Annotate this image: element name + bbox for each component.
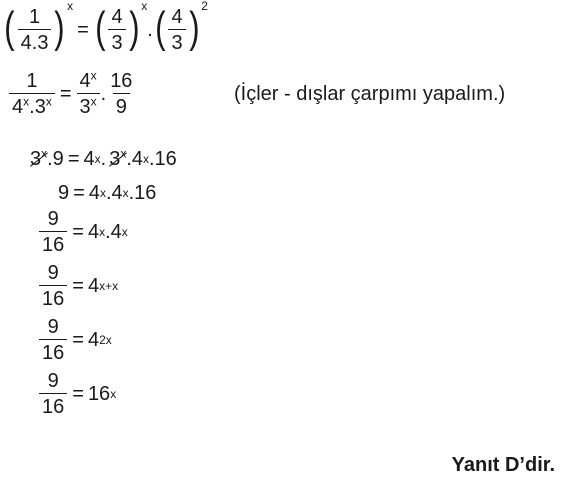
equals-sign: =: [72, 383, 84, 405]
equation-line-7: $\frac{9}{16}$ = 4 2x: [38, 316, 112, 364]
equals-sign: =: [72, 329, 84, 351]
equals-sign: =: [67, 148, 80, 170]
note-text: (İçler - dışlar çarpımı yapalım.): [234, 83, 506, 105]
fraction: $\frac{9}{16}$: [39, 209, 67, 255]
equation-line-5: $\frac{9}{16}$ = 4 x .4 x: [38, 208, 128, 256]
exponent: 2: [201, 0, 208, 13]
equals-sign: =: [72, 275, 84, 297]
paren-group-r1: ( $\frac{4}{3}$ ): [95, 3, 140, 54]
equation-line-3: 3$^x$ .9 = 4 x . 3$^x$ .4 x .16: [30, 146, 177, 170]
fraction: $\frac{4^x}{3^x}$: [77, 71, 100, 117]
exponent: x: [67, 0, 74, 13]
equals-sign: =: [73, 182, 85, 204]
fraction: $\frac{1}{4^x.3^x}$: [9, 71, 55, 117]
equation-line-8: $\frac{9}{16}$ = 16 x: [38, 370, 116, 418]
dot: .: [100, 83, 107, 105]
answer-text: Yanıt D’dir.: [451, 454, 555, 476]
paren-group-lhs: ( $\frac{1}{4.3}$ ): [4, 3, 65, 54]
equation-line-6: $\frac{9}{16}$ = 4 x+x: [38, 262, 118, 310]
dot: .: [147, 19, 153, 41]
exponent: x: [141, 0, 148, 13]
fraction: $\frac{9}{16}$: [39, 371, 67, 417]
cancelled-term: 3$^x$: [109, 146, 127, 170]
paren-group-r2: ( $\frac{4}{3}$ ): [155, 3, 200, 54]
equals-sign: =: [72, 221, 84, 243]
fraction: $\frac{4}{3}$: [108, 7, 125, 53]
fraction: $\frac{4}{3}$: [168, 7, 185, 53]
fraction: $\frac{9}{16}$: [39, 317, 67, 363]
equals-sign: =: [77, 19, 89, 41]
equation-line-2: [8, 66, 136, 122]
cancelled-term: 3$^x$: [30, 146, 48, 170]
fraction: $\frac{16}{9}$: [110, 70, 133, 118]
fraction: $\frac{1}{4.3}$: [18, 7, 52, 53]
equation-line-4: 9 = 4 x .4 x .16: [58, 182, 157, 204]
fraction: $\frac{9}{16}$: [39, 263, 67, 309]
equals-sign: =: [59, 83, 72, 105]
equation-line-1: [2, 2, 208, 58]
